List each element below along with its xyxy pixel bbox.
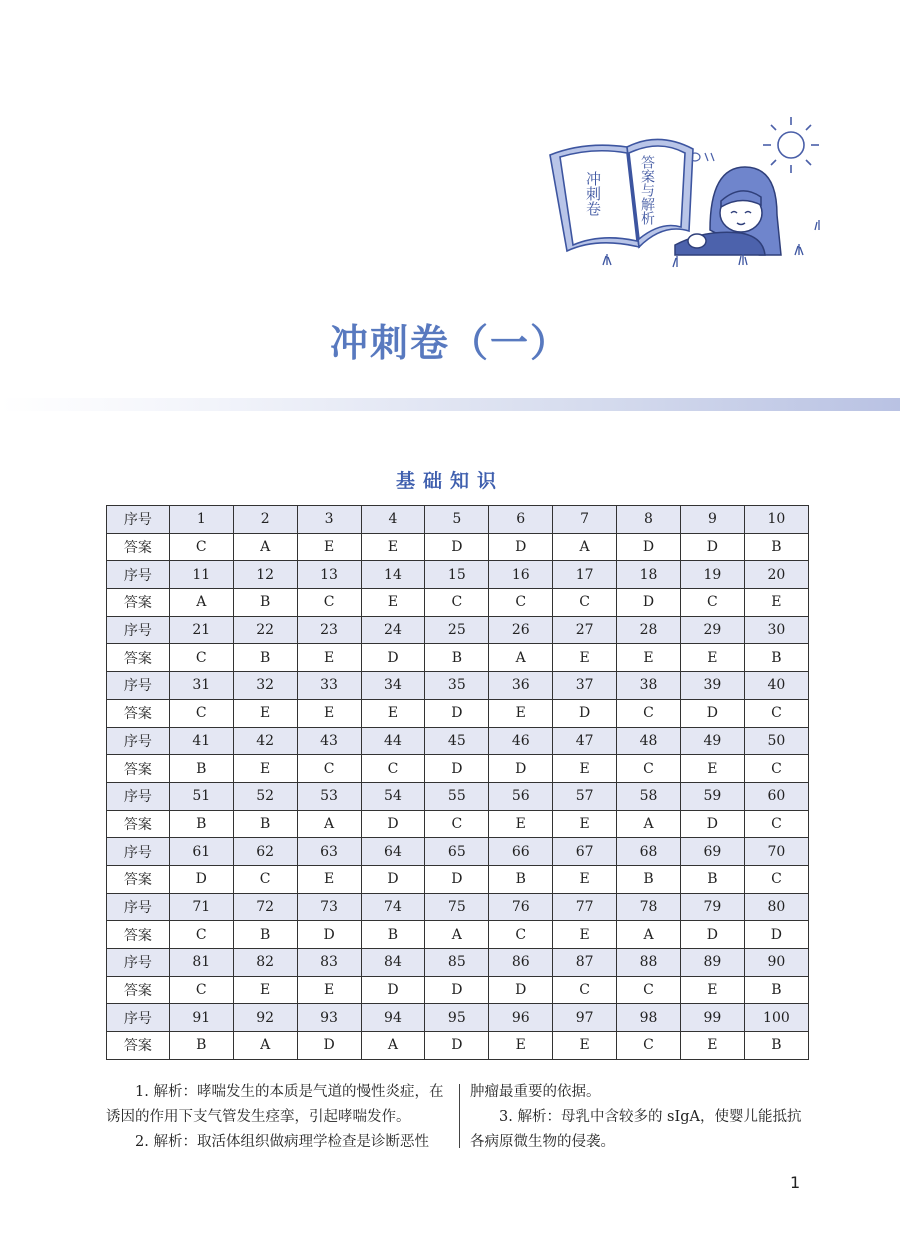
question-number-cell: 83 [297, 949, 361, 977]
answer-cell: D [425, 865, 489, 893]
answer-cell: E [297, 533, 361, 561]
answer-cell: D [680, 699, 744, 727]
answer-cell: B [744, 644, 808, 672]
number-label-cell: 序号 [107, 616, 170, 644]
question-number-cell: 68 [617, 838, 681, 866]
question-number-cell: 16 [489, 561, 553, 589]
question-number-cell: 21 [169, 616, 233, 644]
number-label-cell: 序号 [107, 727, 170, 755]
question-number-cell: 79 [680, 893, 744, 921]
question-number-cell: 80 [744, 893, 808, 921]
answer-cell: B [489, 865, 553, 893]
answer-cell: D [425, 976, 489, 1004]
answer-cell: E [489, 1032, 553, 1060]
question-number-cell: 44 [361, 727, 425, 755]
answer-cell: D [425, 1032, 489, 1060]
answer-cell: C [553, 976, 617, 1004]
question-number-cell: 95 [425, 1004, 489, 1032]
answer-cell: E [233, 699, 297, 727]
number-label-cell: 序号 [107, 949, 170, 977]
question-number-cell: 48 [617, 727, 681, 755]
number-label-cell: 序号 [107, 838, 170, 866]
answer-cell: E [617, 644, 681, 672]
answer-cell: A [297, 810, 361, 838]
question-number-cell: 8 [617, 506, 681, 534]
answer-cell: E [553, 810, 617, 838]
explanation-item: 3. 解析：母乳中含较多的 sIgA，使婴儿能抵抗各病原微生物的侵袭。 [470, 1109, 802, 1150]
question-number-cell: 50 [744, 727, 808, 755]
answer-cell: B [169, 810, 233, 838]
answer-row [107, 865, 809, 893]
answer-row [107, 810, 809, 838]
number-row [107, 727, 809, 755]
answer-cell: D [361, 810, 425, 838]
question-number-cell: 18 [617, 561, 681, 589]
question-number-cell: 42 [233, 727, 297, 755]
question-number-cell: 67 [553, 838, 617, 866]
number-row [107, 949, 809, 977]
question-number-cell: 87 [553, 949, 617, 977]
answer-row [107, 589, 809, 617]
question-number-cell: 69 [680, 838, 744, 866]
question-number-cell: 20 [744, 561, 808, 589]
question-number-cell: 77 [553, 893, 617, 921]
answer-cell: A [233, 533, 297, 561]
question-number-cell: 96 [489, 1004, 553, 1032]
answer-cell: B [233, 644, 297, 672]
question-number-cell: 98 [617, 1004, 681, 1032]
answer-cell: E [361, 699, 425, 727]
question-number-cell: 4 [361, 506, 425, 534]
answer-cell: D [489, 976, 553, 1004]
answer-cell: E [233, 976, 297, 1004]
question-number-cell: 15 [425, 561, 489, 589]
answer-cell: D [489, 755, 553, 783]
question-number-cell: 35 [425, 672, 489, 700]
question-number-cell: 57 [553, 782, 617, 810]
answer-label-cell: 答案 [107, 810, 170, 838]
number-label-cell: 序号 [107, 506, 170, 534]
question-number-cell: 34 [361, 672, 425, 700]
question-number-cell: 72 [233, 893, 297, 921]
answer-table [106, 505, 809, 1060]
question-number-cell: 53 [297, 782, 361, 810]
question-number-cell: 61 [169, 838, 233, 866]
question-number-cell: 28 [617, 616, 681, 644]
answer-cell: D [361, 644, 425, 672]
explanation-item: 2. 解析：取活体组织做病理学检查是诊断恶性 [135, 1134, 429, 1150]
answer-cell: E [680, 1032, 744, 1060]
question-number-cell: 3 [297, 506, 361, 534]
answer-cell: C [169, 976, 233, 1004]
question-number-cell: 46 [489, 727, 553, 755]
answer-cell: B [744, 1032, 808, 1060]
question-number-cell: 14 [361, 561, 425, 589]
answer-row [107, 533, 809, 561]
question-number-cell: 29 [680, 616, 744, 644]
answer-cell: B [169, 755, 233, 783]
open-book-icon [550, 139, 693, 251]
answer-cell: C [744, 865, 808, 893]
answer-cell: E [361, 589, 425, 617]
answer-cell: C [617, 976, 681, 1004]
question-number-cell: 59 [680, 782, 744, 810]
answer-cell: A [553, 533, 617, 561]
question-number-cell: 73 [297, 893, 361, 921]
answer-cell: B [425, 644, 489, 672]
answer-cell: D [425, 755, 489, 783]
answer-cell: E [297, 865, 361, 893]
question-number-cell: 63 [297, 838, 361, 866]
question-number-cell: 27 [553, 616, 617, 644]
answer-cell: C [553, 589, 617, 617]
answer-cell: C [425, 810, 489, 838]
answer-cell: D [297, 921, 361, 949]
number-row [107, 838, 809, 866]
question-number-cell: 6 [489, 506, 553, 534]
answer-cell: C [617, 755, 681, 783]
question-number-cell: 74 [361, 893, 425, 921]
answer-cell: D [680, 533, 744, 561]
answer-cell: A [617, 921, 681, 949]
question-number-cell: 91 [169, 1004, 233, 1032]
answer-cell: D [617, 533, 681, 561]
answer-cell: B [233, 810, 297, 838]
question-number-cell: 92 [233, 1004, 297, 1032]
question-number-cell: 43 [297, 727, 361, 755]
answer-cell: C [233, 865, 297, 893]
answer-cell: C [169, 699, 233, 727]
number-row [107, 561, 809, 589]
number-row [107, 672, 809, 700]
question-number-cell: 26 [489, 616, 553, 644]
question-number-cell: 60 [744, 782, 808, 810]
number-label-cell: 序号 [107, 893, 170, 921]
answer-cell: E [680, 755, 744, 783]
answer-label-cell: 答案 [107, 921, 170, 949]
question-number-cell: 71 [169, 893, 233, 921]
question-number-cell: 58 [617, 782, 681, 810]
question-number-cell: 54 [361, 782, 425, 810]
answer-cell: C [617, 1032, 681, 1060]
answer-cell: D [744, 921, 808, 949]
explanations-left-column [106, 1080, 451, 1155]
answer-cell: B [233, 589, 297, 617]
question-number-cell: 36 [489, 672, 553, 700]
answer-cell: E [553, 755, 617, 783]
number-row [107, 616, 809, 644]
answer-cell: E [233, 755, 297, 783]
question-number-cell: 51 [169, 782, 233, 810]
answer-cell: C [297, 589, 361, 617]
number-row [107, 506, 809, 534]
question-number-cell: 2 [233, 506, 297, 534]
answer-row [107, 1032, 809, 1060]
answer-label-cell: 答案 [107, 1032, 170, 1060]
answer-cell: E [553, 865, 617, 893]
answer-label-cell: 答案 [107, 976, 170, 1004]
answer-cell: B [617, 865, 681, 893]
number-label-cell: 序号 [107, 672, 170, 700]
answer-cell: D [680, 810, 744, 838]
question-number-cell: 24 [361, 616, 425, 644]
question-number-cell: 65 [425, 838, 489, 866]
answer-row [107, 755, 809, 783]
question-number-cell: 70 [744, 838, 808, 866]
explanation-item: 肿瘤最重要的依据。 [470, 1084, 601, 1100]
question-number-cell: 1 [169, 506, 233, 534]
answer-cell: D [169, 865, 233, 893]
question-number-cell: 33 [297, 672, 361, 700]
answer-cell: E [489, 810, 553, 838]
question-number-cell: 78 [617, 893, 681, 921]
gradient-divider [0, 398, 900, 411]
answer-cell: C [425, 589, 489, 617]
question-number-cell: 97 [553, 1004, 617, 1032]
question-number-cell: 12 [233, 561, 297, 589]
answer-cell: B [361, 921, 425, 949]
answer-cell: C [361, 755, 425, 783]
question-number-cell: 38 [617, 672, 681, 700]
number-label-cell: 序号 [107, 561, 170, 589]
answer-cell: C [680, 589, 744, 617]
question-number-cell: 64 [361, 838, 425, 866]
answer-row [107, 699, 809, 727]
question-number-cell: 86 [489, 949, 553, 977]
question-number-cell: 41 [169, 727, 233, 755]
question-number-cell: 55 [425, 782, 489, 810]
question-number-cell: 93 [297, 1004, 361, 1032]
answer-cell: A [233, 1032, 297, 1060]
question-number-cell: 30 [744, 616, 808, 644]
answer-cell: C [169, 533, 233, 561]
answer-cell: E [361, 533, 425, 561]
answer-cell: D [361, 976, 425, 1004]
answer-label-cell: 答案 [107, 755, 170, 783]
question-number-cell: 47 [553, 727, 617, 755]
answer-cell: C [744, 755, 808, 783]
answer-cell: C [744, 810, 808, 838]
answer-cell: C [489, 921, 553, 949]
question-number-cell: 49 [680, 727, 744, 755]
question-number-cell: 76 [489, 893, 553, 921]
answer-label-cell: 答案 [107, 865, 170, 893]
answer-cell: E [744, 589, 808, 617]
question-number-cell: 100 [744, 1004, 808, 1032]
question-number-cell: 52 [233, 782, 297, 810]
answer-cell: D [680, 921, 744, 949]
question-number-cell: 23 [297, 616, 361, 644]
sun-icon [763, 117, 819, 173]
answer-cell: D [489, 533, 553, 561]
question-number-cell: 9 [680, 506, 744, 534]
answer-cell: E [553, 921, 617, 949]
number-row [107, 782, 809, 810]
question-number-cell: 25 [425, 616, 489, 644]
answer-cell: C [297, 755, 361, 783]
answer-cell: A [169, 589, 233, 617]
question-number-cell: 85 [425, 949, 489, 977]
answer-cell: E [680, 644, 744, 672]
question-number-cell: 22 [233, 616, 297, 644]
question-number-cell: 32 [233, 672, 297, 700]
answer-cell: A [425, 921, 489, 949]
answer-label-cell: 答案 [107, 699, 170, 727]
answer-label-cell: 答案 [107, 589, 170, 617]
book-left-text: 冲刺卷 [584, 171, 602, 216]
answer-cell: D [425, 699, 489, 727]
question-number-cell: 90 [744, 949, 808, 977]
question-number-cell: 89 [680, 949, 744, 977]
book-right-text: 答案与解析 [639, 155, 655, 225]
question-number-cell: 19 [680, 561, 744, 589]
answer-row [107, 976, 809, 1004]
answer-row [107, 921, 809, 949]
answer-cell: C [617, 699, 681, 727]
number-row [107, 893, 809, 921]
answer-row [107, 644, 809, 672]
question-number-cell: 62 [233, 838, 297, 866]
question-number-cell: 88 [617, 949, 681, 977]
question-number-cell: 66 [489, 838, 553, 866]
question-number-cell: 84 [361, 949, 425, 977]
question-number-cell: 40 [744, 672, 808, 700]
answer-cell: C [169, 644, 233, 672]
column-divider [459, 1084, 460, 1148]
answer-cell: E [297, 699, 361, 727]
answer-cell: B [169, 1032, 233, 1060]
answer-label-cell: 答案 [107, 644, 170, 672]
answer-cell: C [169, 921, 233, 949]
question-number-cell: 31 [169, 672, 233, 700]
question-number-cell: 37 [553, 672, 617, 700]
question-number-cell: 81 [169, 949, 233, 977]
answer-cell: C [744, 699, 808, 727]
answer-cell: A [361, 1032, 425, 1060]
answer-cell: D [361, 865, 425, 893]
answer-cell: A [489, 644, 553, 672]
answer-cell: D [553, 699, 617, 727]
answer-cell: B [233, 921, 297, 949]
number-row [107, 1004, 809, 1032]
question-number-cell: 56 [489, 782, 553, 810]
question-number-cell: 82 [233, 949, 297, 977]
answer-cell: D [297, 1032, 361, 1060]
answer-cell: E [553, 1032, 617, 1060]
number-label-cell: 序号 [107, 782, 170, 810]
explanation-item: 1. 解析：哮喘发生的本质是气道的慢性炎症，在诱因的作用下支气管发生痉挛，引起哮喘发作。 [106, 1084, 444, 1125]
question-number-cell: 7 [553, 506, 617, 534]
chapter-title: 冲刺卷（一） [329, 321, 570, 365]
answer-cell: B [744, 533, 808, 561]
question-number-cell: 99 [680, 1004, 744, 1032]
question-number-cell: 17 [553, 561, 617, 589]
question-number-cell: 45 [425, 727, 489, 755]
answer-cell: E [297, 644, 361, 672]
answer-cell: E [680, 976, 744, 1004]
answer-cell: B [744, 976, 808, 1004]
answer-cell: D [617, 589, 681, 617]
answer-cell: E [553, 644, 617, 672]
number-label-cell: 序号 [107, 1004, 170, 1032]
answer-cell: E [489, 699, 553, 727]
book-girl-illustration [545, 105, 835, 290]
page-number: 1 [790, 1173, 801, 1192]
answer-table-body [107, 506, 809, 1060]
answer-cell: D [425, 533, 489, 561]
question-number-cell: 10 [744, 506, 808, 534]
question-number-cell: 39 [680, 672, 744, 700]
answer-cell: B [680, 865, 744, 893]
question-number-cell: 11 [169, 561, 233, 589]
answer-cell: E [297, 976, 361, 1004]
answer-cell: C [489, 589, 553, 617]
question-number-cell: 75 [425, 893, 489, 921]
answer-label-cell: 答案 [107, 533, 170, 561]
question-number-cell: 13 [297, 561, 361, 589]
answer-cell: A [617, 810, 681, 838]
question-number-cell: 5 [425, 506, 489, 534]
question-number-cell: 94 [361, 1004, 425, 1032]
explanations-right-column [470, 1080, 810, 1155]
section-title: 基础知识 [395, 470, 504, 492]
